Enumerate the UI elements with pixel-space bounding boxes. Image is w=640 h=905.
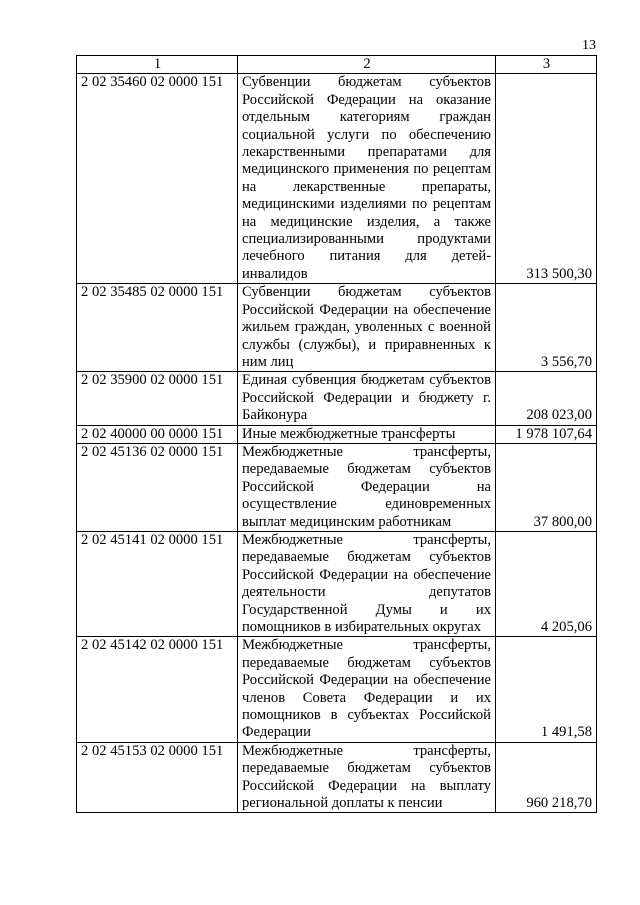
budget-code-cell: 2 02 35900 02 0000 151 (77, 372, 238, 425)
page-number: 13 (582, 38, 596, 53)
table-row (77, 425, 597, 443)
budget-code-cell: 2 02 40000 00 0000 151 (77, 425, 238, 443)
amount-cell: 37 800,00 (496, 443, 597, 531)
table-row (77, 531, 597, 636)
description-cell: Субвенции бюджетам субъектов Российской Федерации на оказание отдельным категориям граждан социальной услуги по обеспечению лекарственными препаратами для медицинского применения по рецептам на лекарственные препараты, медицинскими изделиями по рецептам на медицинские изделия, а также специализированными продуктами лечебного питания для детей-инвалидов (238, 74, 496, 284)
amount-cell: 1 491,58 (496, 637, 597, 742)
description-cell: Единая субвенция бюджетам субъектов Российской Федерации и бюджету г. Байконура (238, 372, 496, 425)
amount-cell: 1 978 107,64 (496, 425, 597, 443)
budget-code-cell: 2 02 35460 02 0000 151 (77, 74, 238, 284)
table-header-row (77, 56, 597, 74)
budget-revenue-table (76, 55, 597, 813)
column-header-description: 2 (238, 56, 496, 74)
amount-cell: 313 500,30 (496, 74, 597, 284)
budget-code-cell: 2 02 45141 02 0000 151 (77, 531, 238, 636)
column-header-amount: 3 (496, 56, 597, 74)
amount-cell: 3 556,70 (496, 284, 597, 372)
table-row (77, 284, 597, 372)
amount-cell: 960 218,70 (496, 742, 597, 813)
budget-code-cell: 2 02 35485 02 0000 151 (77, 284, 238, 372)
table-row (77, 443, 597, 531)
table-row (77, 637, 597, 742)
table-row (77, 372, 597, 425)
budget-code-cell: 2 02 45136 02 0000 151 (77, 443, 238, 531)
description-cell: Межбюджетные трансферты, передаваемые бюджетам субъектов Российской Федерации на обеспечение членов Совета Федерации и их помощников в субъектах Российской Федерации (238, 637, 496, 742)
description-cell: Субвенции бюджетам субъектов Российской Федерации на обеспечение жильем граждан, уволенных с военной службы (службы), и приравненных к ним лиц (238, 284, 496, 372)
table-row (77, 742, 597, 813)
column-header-code: 1 (77, 56, 238, 74)
description-cell: Межбюджетные трансферты, передаваемые бюджетам субъектов Российской Федерации на выплату региональной доплаты к пенсии (238, 742, 496, 813)
description-cell: Межбюджетные трансферты, передаваемые бюджетам субъектов Российской Федерации на обеспечение деятельности депутатов Государственной Думы и их помощников в избирательных округах (238, 531, 496, 636)
amount-cell: 4 205,06 (496, 531, 597, 636)
budget-code-cell: 2 02 45153 02 0000 151 (77, 742, 238, 813)
table-row (77, 74, 597, 284)
budget-code-cell: 2 02 45142 02 0000 151 (77, 637, 238, 742)
description-cell: Иные межбюджетные трансферты (238, 425, 496, 443)
amount-cell: 208 023,00 (496, 372, 597, 425)
description-cell: Межбюджетные трансферты, передаваемые бюджетам субъектов Российской Федерации на осуществление единовременных выплат медицинским работникам (238, 443, 496, 531)
